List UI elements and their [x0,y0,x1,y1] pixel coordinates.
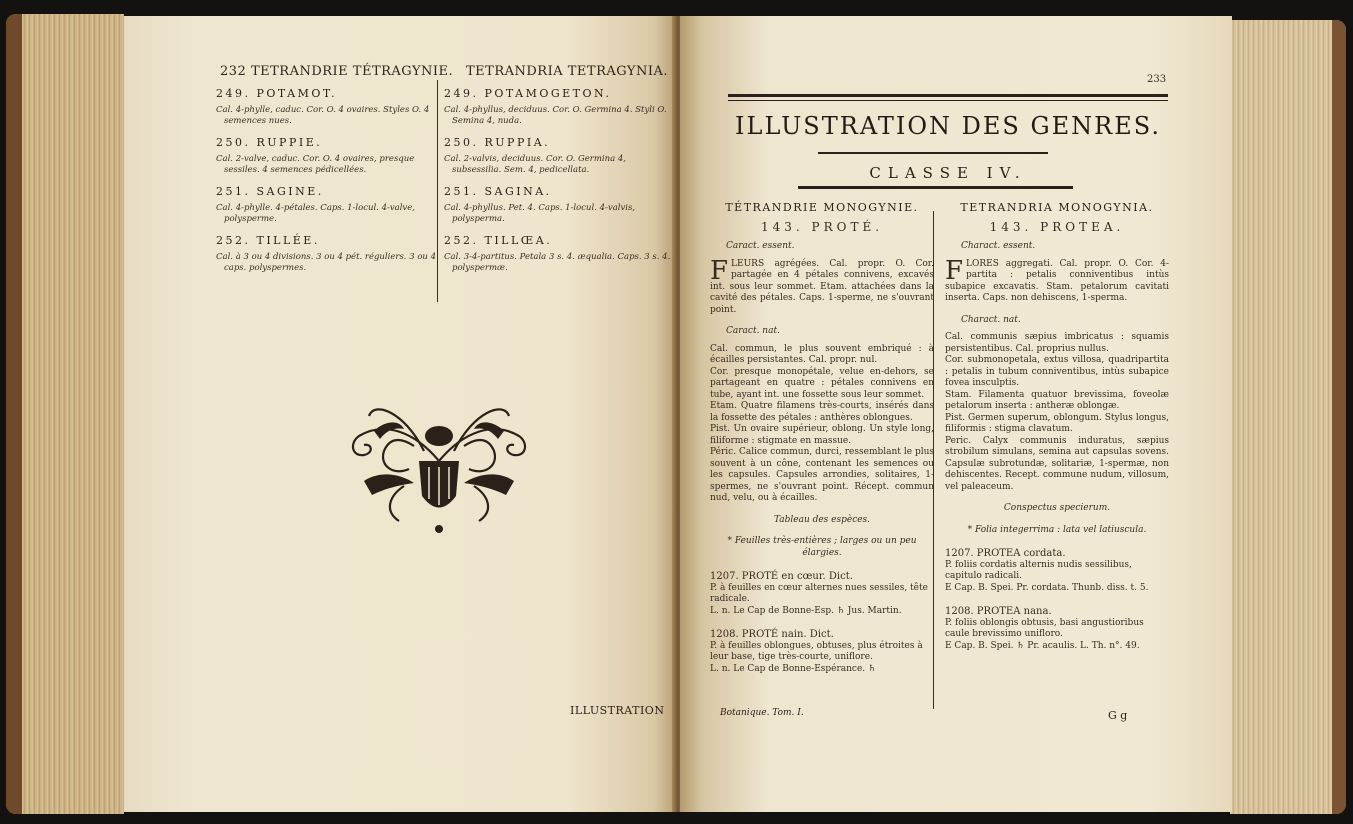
genus-description: Cal. 4-phyllus, deciduus. Cor. O. Germina 4. Styli O. Semina 4, nuda. [444,105,667,126]
leaf-group: * Folia integerrima : lata vel latiuscula. [967,524,1147,535]
right-cover-edge [1332,20,1346,814]
section-title: Charact. essent. [961,241,1036,251]
genus-entry [444,235,672,274]
character-line: Pist. Germen superum, oblongum. Stylus longus, filiformis : stigma clavatum. [945,412,1169,434]
genus-description: Cal. à 3 ou 4 divisions. 3 ou 4 pét. réguliers. 3 ou 4 caps. polyspermes. [216,252,437,273]
character-line: Pist. Un ovaire supérieur, oblong. Un style long, filiforme : stigmate en massue. [710,424,934,446]
species-entry [945,548,1169,594]
drop-cap: F [710,255,729,286]
leaf-group: * Feuilles très-entières ; larges ou un peu élargies. [727,536,917,558]
natural-characters [710,344,934,505]
fleuron-ornament-icon [344,391,534,536]
species-name: 1207. PROTEA cordata. [945,548,1066,559]
page-title: ILLUSTRATION DES GENRES. [735,112,1161,140]
section-title: Charact. nat. [961,314,1021,325]
genus-description: Cal. 2-valve, caduc. Cor. O. 4 ovaires, presque sessiles. 4 semences pédicellées. [216,154,415,175]
natural-characters [945,332,1169,493]
genus-entry [216,88,444,127]
genus-description: Cal. 4-phylle, caduc. Cor. O. 4 ovaires. Styles O. 4 semences nues. [216,105,430,126]
species-description: P. à feuilles oblongues, obtuses, plus étroites à leur base, tige très-courte, uniflore. [710,640,923,662]
left-header-fr: 232 TETRANDRIE TÉTRAGYNIE. [220,64,454,79]
genus-entry [216,235,444,274]
left-page-edges [6,14,124,814]
genus-name: 252. TILLŒA. [444,234,553,247]
species-entry [945,606,1169,652]
genus-name: 250. RUPPIE. [216,136,323,149]
genus-description: Cal. 4-phyllus. Pet. 4. Caps. 1-locul. 4-valvis, polysperma. [444,203,636,224]
left-cover-edge [6,14,22,814]
species-locality: E Cap. B. Spei. Pr. cordata. Thunb. diss. t. 5. [945,582,1149,593]
genus-name: 252. TILLÉE. [216,234,320,247]
catchword: ILLUSTRATION [570,704,665,717]
right-page-edges [1230,20,1346,814]
essential-text: LORES aggregati. Cal. propr. O. Cor. 4-partita : petalis conniventibus intùs subapice excavatis. Stam. petalorum cavitati inserta. Caps. non dehiscens, 1-sperma. [945,258,1169,303]
character-line: Cal. commun, le plus souvent embriqué : à écailles persistantes. Cal. propr. nul. [710,343,934,365]
species-locality: L. n. Le Cap de Bonne-Espérance. ♄ [710,663,877,674]
title-rule-thick [728,94,1168,97]
genus-entry [444,88,672,127]
latin-column [945,202,1169,664]
genus-entry [216,137,444,176]
species-locality: E Cap. B. Spei. ♄ Pr. acaulis. L. Th. n°. 49. [945,640,1140,651]
section-title: Caract. nat. [726,326,780,336]
species-description: P. foliis oblongis obtusis, basi angustioribus caule brevissimo unifloro. [945,617,1144,639]
species-entry [710,571,934,617]
species-description: P. à feuilles en cœur alternes nues sessiles, tête radicale. [710,582,928,604]
french-genera-column [216,88,444,284]
character-line: Peric. Calyx communis induratus, sæpius strobilum simulans, semina aut capsulas sovens. Capsulæ subrotundæ, solitariæ, 1-spermæ, non dehiscentes. Recept. commune nudum, villosum, vel paleaceum. [945,435,1169,492]
character-line: Stam. Filamenta quatuor brevissima, foveolæ petalorum inserta : antheræ oblongæ. [945,389,1169,411]
french-column [710,202,934,687]
character-line: Cor. presque monopétale, velue en-dehors, se partageant en quatre : pétales connivens en tube, ayant int. une fossette sous leur sommet. [710,366,934,400]
order-title: TÉTRANDRIE MONOGYNIE. [725,201,919,214]
species-entry [710,629,934,675]
essential-characters [710,255,934,317]
title-rule-thin [728,100,1168,101]
genus-entry [444,186,672,225]
character-line: Cal. communis sæpius imbricatus : squamis persistentibus. Cal. proprius nullus. [945,332,1169,354]
genus-entry [216,186,444,225]
genus-title: 143. PROTÉ. [760,219,884,234]
essential-text: LEURS agrégées. Cal. propr. O. Cor. partagée en 4 pétales connivens, excavés int. sous leur sommet. Etam. attachées dans la cavité des pétales. Caps. 1-sperme, ne s'ouvrant point. [710,258,934,315]
essential-characters [945,255,1169,305]
genus-name: 251. SAGINE. [216,185,324,198]
genus-name: 251. SAGINA. [444,185,552,198]
signature-mark: G g [1108,709,1128,722]
drop-cap: F [945,255,964,286]
class-rule-top [818,152,1048,154]
footer-volume: Botanique. Tom. I. [720,708,804,718]
genus-title: 143. PROTEA. [989,219,1125,234]
species-locality: L. n. Le Cap de Bonne-Esp. ♄ Jus. Martin. [710,605,902,616]
page-number: 233 [1147,74,1167,85]
species-name: 1208. PROTEA nana. [945,606,1052,617]
species-name: 1208. PROTÉ nain. Dict. [710,629,834,640]
section-title: Caract. essent. [726,241,795,251]
latin-genera-column [444,88,672,284]
character-line: Etam. Quatre filamens très-courts, insérés dans la fossette des pétales : anthères oblongues. [710,401,934,423]
genus-description: Cal. 4-phylle. 4-pétales. Caps. 1-locul. 4-valve, polysperme. [216,203,415,224]
genus-description: Cal. 2-valvis, deciduus. Cor. O. Germina 4, subsessilia. Sem. 4, pedicellata. [444,154,626,175]
class-rule-bottom [798,186,1073,189]
character-line: Cor. submonopetala, extus villosa, quadripartita : petalis in tubum conniventibus, intùs subapice fovea insculptis. [945,355,1169,388]
species-description: P. foliis cordatis alternis nudis sessilibus, capitulo radicali. [945,559,1132,581]
genus-name: 250. RUPPIA. [444,136,551,149]
class-heading: CLASSE IV. [869,164,1027,182]
left-page [124,16,676,812]
genus-name: 249. POTAMOGETON. [444,87,612,100]
character-line: Péric. Calice commun, durci, ressemblant le plus souvent à un cône, contenant les semences ou les capsules. Capsules arrondies, solitaires, 1-spermes, ne s'ouvrant point. Récept. commun nud, velu, ou à écailles. [710,447,934,503]
right-page [680,16,1232,812]
table-title: Conspectus specierum. [1003,503,1111,513]
genus-entry [444,137,672,176]
species-name: 1207. PROTÉ en cœur. Dict. [710,571,853,582]
table-title: Tableau des espèces. [773,514,871,525]
order-title: TETRANDRIA MONOGYNIA. [960,201,1154,214]
genus-description: Cal. 3-4-partitus. Petala 3 s. 4. æqualia. Caps. 3 s. 4. polyspermæ. [444,252,671,273]
left-header-la: TETRANDRIA TETRAGYNIA. [466,64,669,79]
genus-name: 249. POTAMOT. [216,87,338,100]
